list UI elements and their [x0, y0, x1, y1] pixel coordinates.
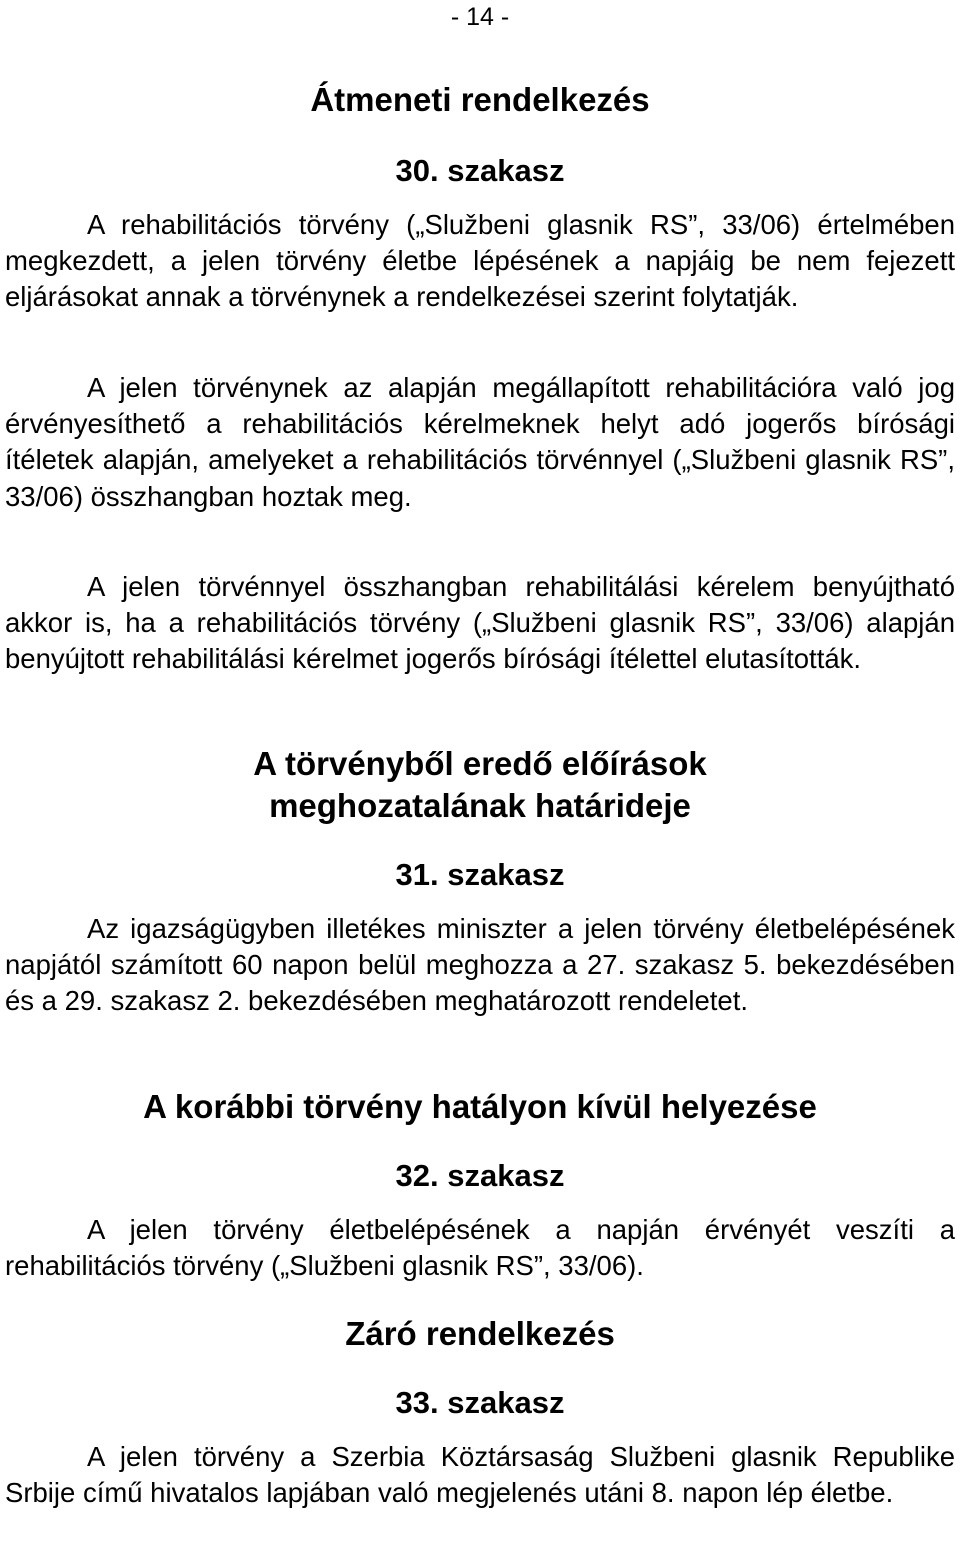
- heading-transitional-provision: Átmeneti rendelkezés: [310, 81, 650, 118]
- section-33-paragraph: A jelen törvény a Szerbia Köztársaság Službeni glasnik Republike Srbije című hivatalos lapjában való megjelenés utáni 8. napon lép életbe.: [5, 1441, 955, 1509]
- section-33-number: 33. szakasz: [395, 1385, 565, 1420]
- section-32-number: 32. szakasz: [395, 1158, 565, 1193]
- section-30-paragraph-1: A rehabilitációs törvény („Službeni glasnik RS”, 33/06) értelmében megkezdett, a jelen törvény életbe lépésének a napjáig be nem fejezett eljárásokat annak a törvénynek a rendelkezései szerint folytatják.: [5, 209, 955, 313]
- section-30-paragraph-2: A jelen törvénynek az alapján megállapított rehabilitációra való jog érvényesíthető a rehabilitációs kérelmeknek helyt adó jogerős bírósági ítéletek alapján, amelyeket a rehabilitációs törvénnyel („Službeni glasnik RS”, 33/06) összhangban hoztak meg.: [5, 372, 955, 512]
- section-30-paragraph-3: A jelen törvénnyel összhangban rehabilitálási kérelem benyújtható akkor is, ha a rehabilitációs törvény („Službeni glasnik RS”, 33/06) alapján benyújtott rehabilitálási kérelmet jogerős bírósági ítélettel elutasították.: [5, 571, 955, 675]
- section-30-number: 30. szakasz: [395, 153, 565, 188]
- section-32-paragraph: A jelen törvény életbelépésének a napján érvényét veszíti a rehabilitációs törvény („Službeni glasnik RS”, 33/06).: [5, 1214, 955, 1282]
- heading-repeal: A korábbi törvény hatályon kívül helyezése: [143, 1088, 817, 1125]
- heading-deadline-line-2: meghozatalának határideje: [269, 787, 691, 824]
- section-31-number: 31. szakasz: [395, 857, 565, 892]
- heading-final-provision: Záró rendelkezés: [345, 1315, 615, 1352]
- heading-deadline-line-1: A törvényből eredő előírások: [253, 745, 707, 782]
- page-number: - 14 -: [450, 3, 510, 31]
- section-31-paragraph: Az igazságügyben illetékes miniszter a jelen törvény életbelépésének napjától számított 60 napon belül meghozza a 27. szakasz 5. bekezdésében és a 29. szakasz 2. bekezdésében meghatározott rendeletet.: [5, 913, 955, 1017]
